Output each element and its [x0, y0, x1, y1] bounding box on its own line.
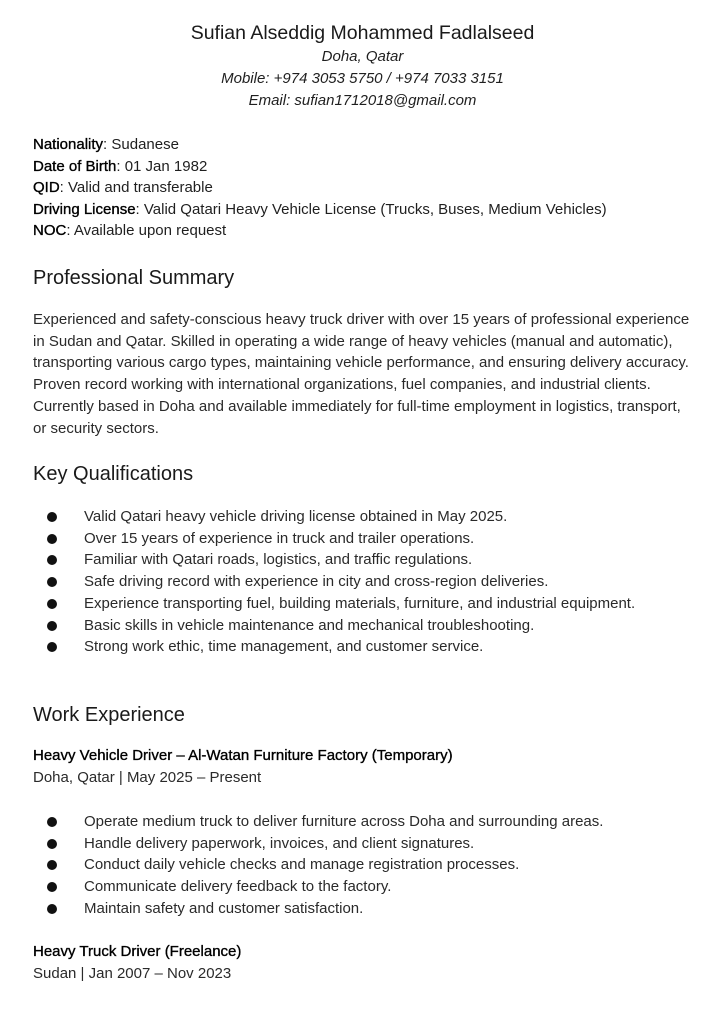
- detail-label: Driving License: [33, 200, 136, 218]
- job-meta: Sudan | Jan 2007 – Nov 2023: [33, 965, 232, 982]
- list-item: [33, 854, 713, 876]
- personal-details: [33, 134, 693, 242]
- detail-value: : Valid Qatari Heavy Vehicle License (Trucks, Buses, Medium Vehicles): [135, 200, 607, 218]
- qualifications-heading: Key Qualifications: [33, 463, 194, 485]
- candidate-name: Sufian Alseddig Mohammed Fadlalseed: [190, 22, 535, 44]
- bullet-icon: [47, 860, 57, 870]
- list-item: [33, 811, 713, 833]
- detail-label: NOC: [33, 222, 67, 240]
- detail-qid: [33, 177, 693, 199]
- candidate-mobile: Mobile: +974 3053 5750 / +974 7033 3151: [221, 70, 504, 87]
- bullet-icon: [47, 817, 57, 827]
- detail-driving-license: [33, 199, 693, 221]
- detail-value: : 01 Jan 1982: [116, 157, 208, 175]
- detail-value: : Sudanese: [103, 136, 179, 153]
- qualification-text: Valid Qatari heavy vehicle driving license obtained in May 2025.: [84, 508, 508, 525]
- job-title: Heavy Vehicle Driver – Al-Watan Furniture Factory (Temporary): [33, 747, 453, 764]
- qualifications-list: [33, 506, 713, 658]
- job-duties-list: [33, 811, 713, 920]
- detail-value: : Available upon request: [66, 222, 227, 240]
- bullet-icon: [47, 577, 57, 587]
- experience-heading: Work Experience: [33, 704, 185, 726]
- candidate-location: Doha, Qatar: [321, 48, 404, 65]
- list-item: [33, 636, 713, 658]
- job-meta: Doha, Qatar | May 2025 – Present: [33, 769, 262, 786]
- detail-label: Date of Birth: [33, 157, 117, 175]
- qualification-text: Safe driving record with experience in city and cross-region deliveries.: [84, 573, 549, 591]
- list-item: [33, 593, 713, 615]
- list-item: [33, 876, 713, 898]
- bullet-icon: [47, 642, 57, 652]
- detail-label: QID: [33, 179, 60, 197]
- summary-heading: Professional Summary: [33, 267, 235, 289]
- detail-label: Nationality: [33, 136, 104, 153]
- job-title: Heavy Truck Driver (Freelance): [33, 943, 242, 960]
- list-item: [33, 528, 713, 550]
- bullet-icon: [47, 621, 57, 631]
- resume-header: [0, 20, 725, 112]
- list-item: [33, 506, 713, 528]
- list-item: [33, 571, 713, 593]
- bullet-icon: [47, 555, 57, 565]
- summary-text: Experienced and safety-conscious heavy truck driver with over 15 years of professional experience in Sudan and Qatar. Skilled in operating a wide range of heavy vehicles (manual and automatic), transporting various cargo types, maintaining vehicle performance, and ensuring delivery accuracy. Proven record working with international organizations, fuel companies, and industrial clients. Currently based in Doha and available immediately for full-time employment in logistics, transport, or security sectors.: [33, 311, 690, 437]
- list-item: [33, 898, 713, 920]
- duty-text: Handle delivery paperwork, invoices, and client signatures.: [84, 834, 475, 852]
- qualification-text: Experience transporting fuel, building materials, furniture, and industrial equipment.: [84, 594, 636, 612]
- bullet-icon: [47, 512, 57, 522]
- duty-text: Maintain safety and customer satisfaction.: [84, 899, 364, 917]
- bullet-icon: [47, 599, 57, 609]
- duty-text: Operate medium truck to deliver furniture across Doha and surrounding areas.: [84, 813, 604, 830]
- bullet-icon: [47, 882, 57, 892]
- duty-text: Conduct daily vehicle checks and manage registration processes.: [84, 856, 520, 874]
- qualification-text: Strong work ethic, time management, and customer service.: [84, 638, 484, 656]
- detail-value: : Valid and transferable: [59, 179, 213, 197]
- list-item: [33, 615, 713, 637]
- duty-text: Communicate delivery feedback to the factory.: [84, 878, 392, 896]
- candidate-email: Email: sufian1712018@gmail.com: [248, 92, 477, 109]
- list-item: [33, 833, 713, 855]
- bullet-icon: [47, 534, 57, 544]
- qualification-text: Basic skills in vehicle maintenance and mechanical troubleshooting.: [84, 616, 535, 634]
- qualification-text: Familiar with Qatari roads, logistics, and traffic regulations.: [84, 551, 473, 569]
- list-item: [33, 549, 713, 571]
- detail-date-of-birth: [33, 156, 693, 178]
- detail-noc: [33, 220, 693, 242]
- detail-nationality: [33, 134, 693, 156]
- qualification-text: Over 15 years of experience in truck and trailer operations.: [84, 529, 475, 547]
- bullet-icon: [47, 839, 57, 849]
- bullet-icon: [47, 904, 57, 914]
